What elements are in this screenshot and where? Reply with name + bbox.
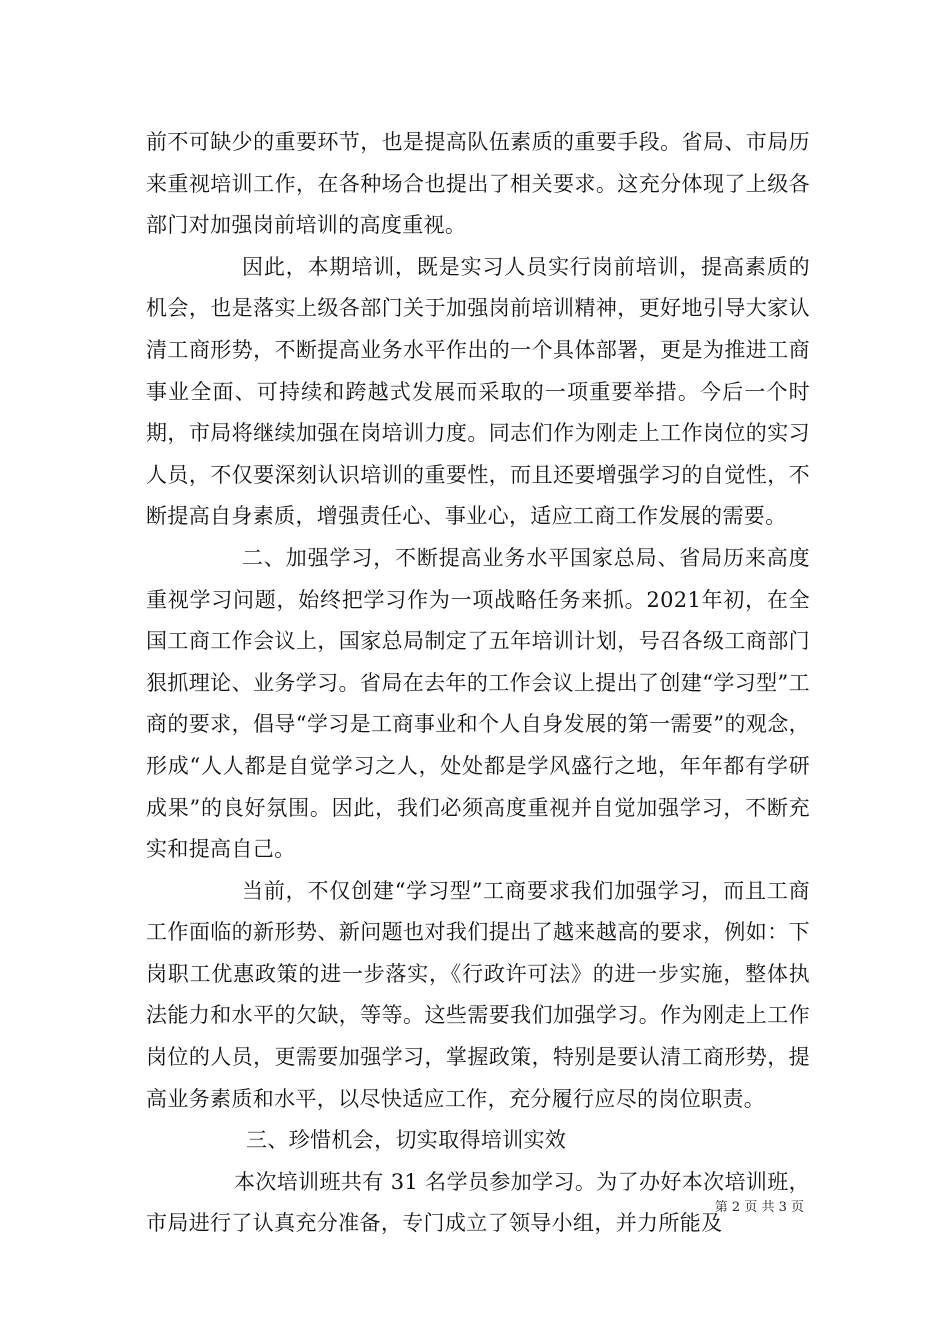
document-body bbox=[146, 122, 810, 1245]
paragraph-current-situation: 当前，不仅创建“学习型”工商要求我们加强学习，而且工商工作面临的新形势、新问题也对我们提出了越来越高的要求，例如：下岗职工优惠政策的进一步落实，《行政许可法》的进一步实施，整体执法能力和水平的欠缺，等等。这些需要我们加强学习。作为刚走上工作岗位的人员，更需要加强学习，掌握政策，特别是要认清工商形势，提高业务素质和水平，以尽快适应工作，充分履行应尽的岗位职责。 bbox=[146, 878, 810, 1111]
paragraph-continuation: 前不可缺少的重要环节，也是提高队伍素质的重要手段。省局、市局历来重视培训工作，在各种场合也提出了相关要求。这充分体现了上级各部门对加强岗前培训的高度重视。 bbox=[146, 130, 810, 238]
paragraph-training-significance: 因此，本期培训，既是实习人员实行岗前培训，提高素质的机会，也是落实上级各部门关于加强岗前培训精神，更好地引导大家认清工商形势，不断提高业务水平作出的一个具体部署，更是为推进工商事业全面、可持续和跨越式发展而采取的一项重要举措。今后一个时期，市局将继续加强在岗培训力度。同志们作为刚走上工作岗位的实习人员，不仅要深刻认识培训的重要性，而且还要增强学习的自觉性，不断提高自身素质，增强责任心、事业心，适应工商工作发展的需要。 bbox=[146, 254, 810, 529]
section-three-heading: 三、珍惜机会，切实取得培训实效 bbox=[246, 1128, 567, 1153]
paragraph-class-overview: 本次培训班共有 31 名学员参加学习。为了办好本次培训班，市局进行了认真充分准备，专门成立了领导小组，并力所能及 bbox=[146, 1169, 810, 1236]
page-number-footer: 第 2 页 共 3 页 bbox=[714, 1200, 804, 1215]
paragraph-section-two: 二、加强学习，不断提高业务水平国家总局、省局历来高度重视学习问题，始终把学习作为一项战略任务来抓。2021年初，在全国工商工作会议上，国家总局制定了五年培训计划，号召各级工商部门狠抓理论、业务学习。省局在去年的工作会议上提出了创建“学习型”工商的要求，倡导“学习是工商事业和个人自身发展的第一需要”的观念，形成“人人都是自觉学习之人，处处都是学风盛行之地，年年都有学研成果”的良好氛围。因此，我们必须高度重视并自觉加强学习，不断充实和提高自己。 bbox=[146, 545, 810, 862]
